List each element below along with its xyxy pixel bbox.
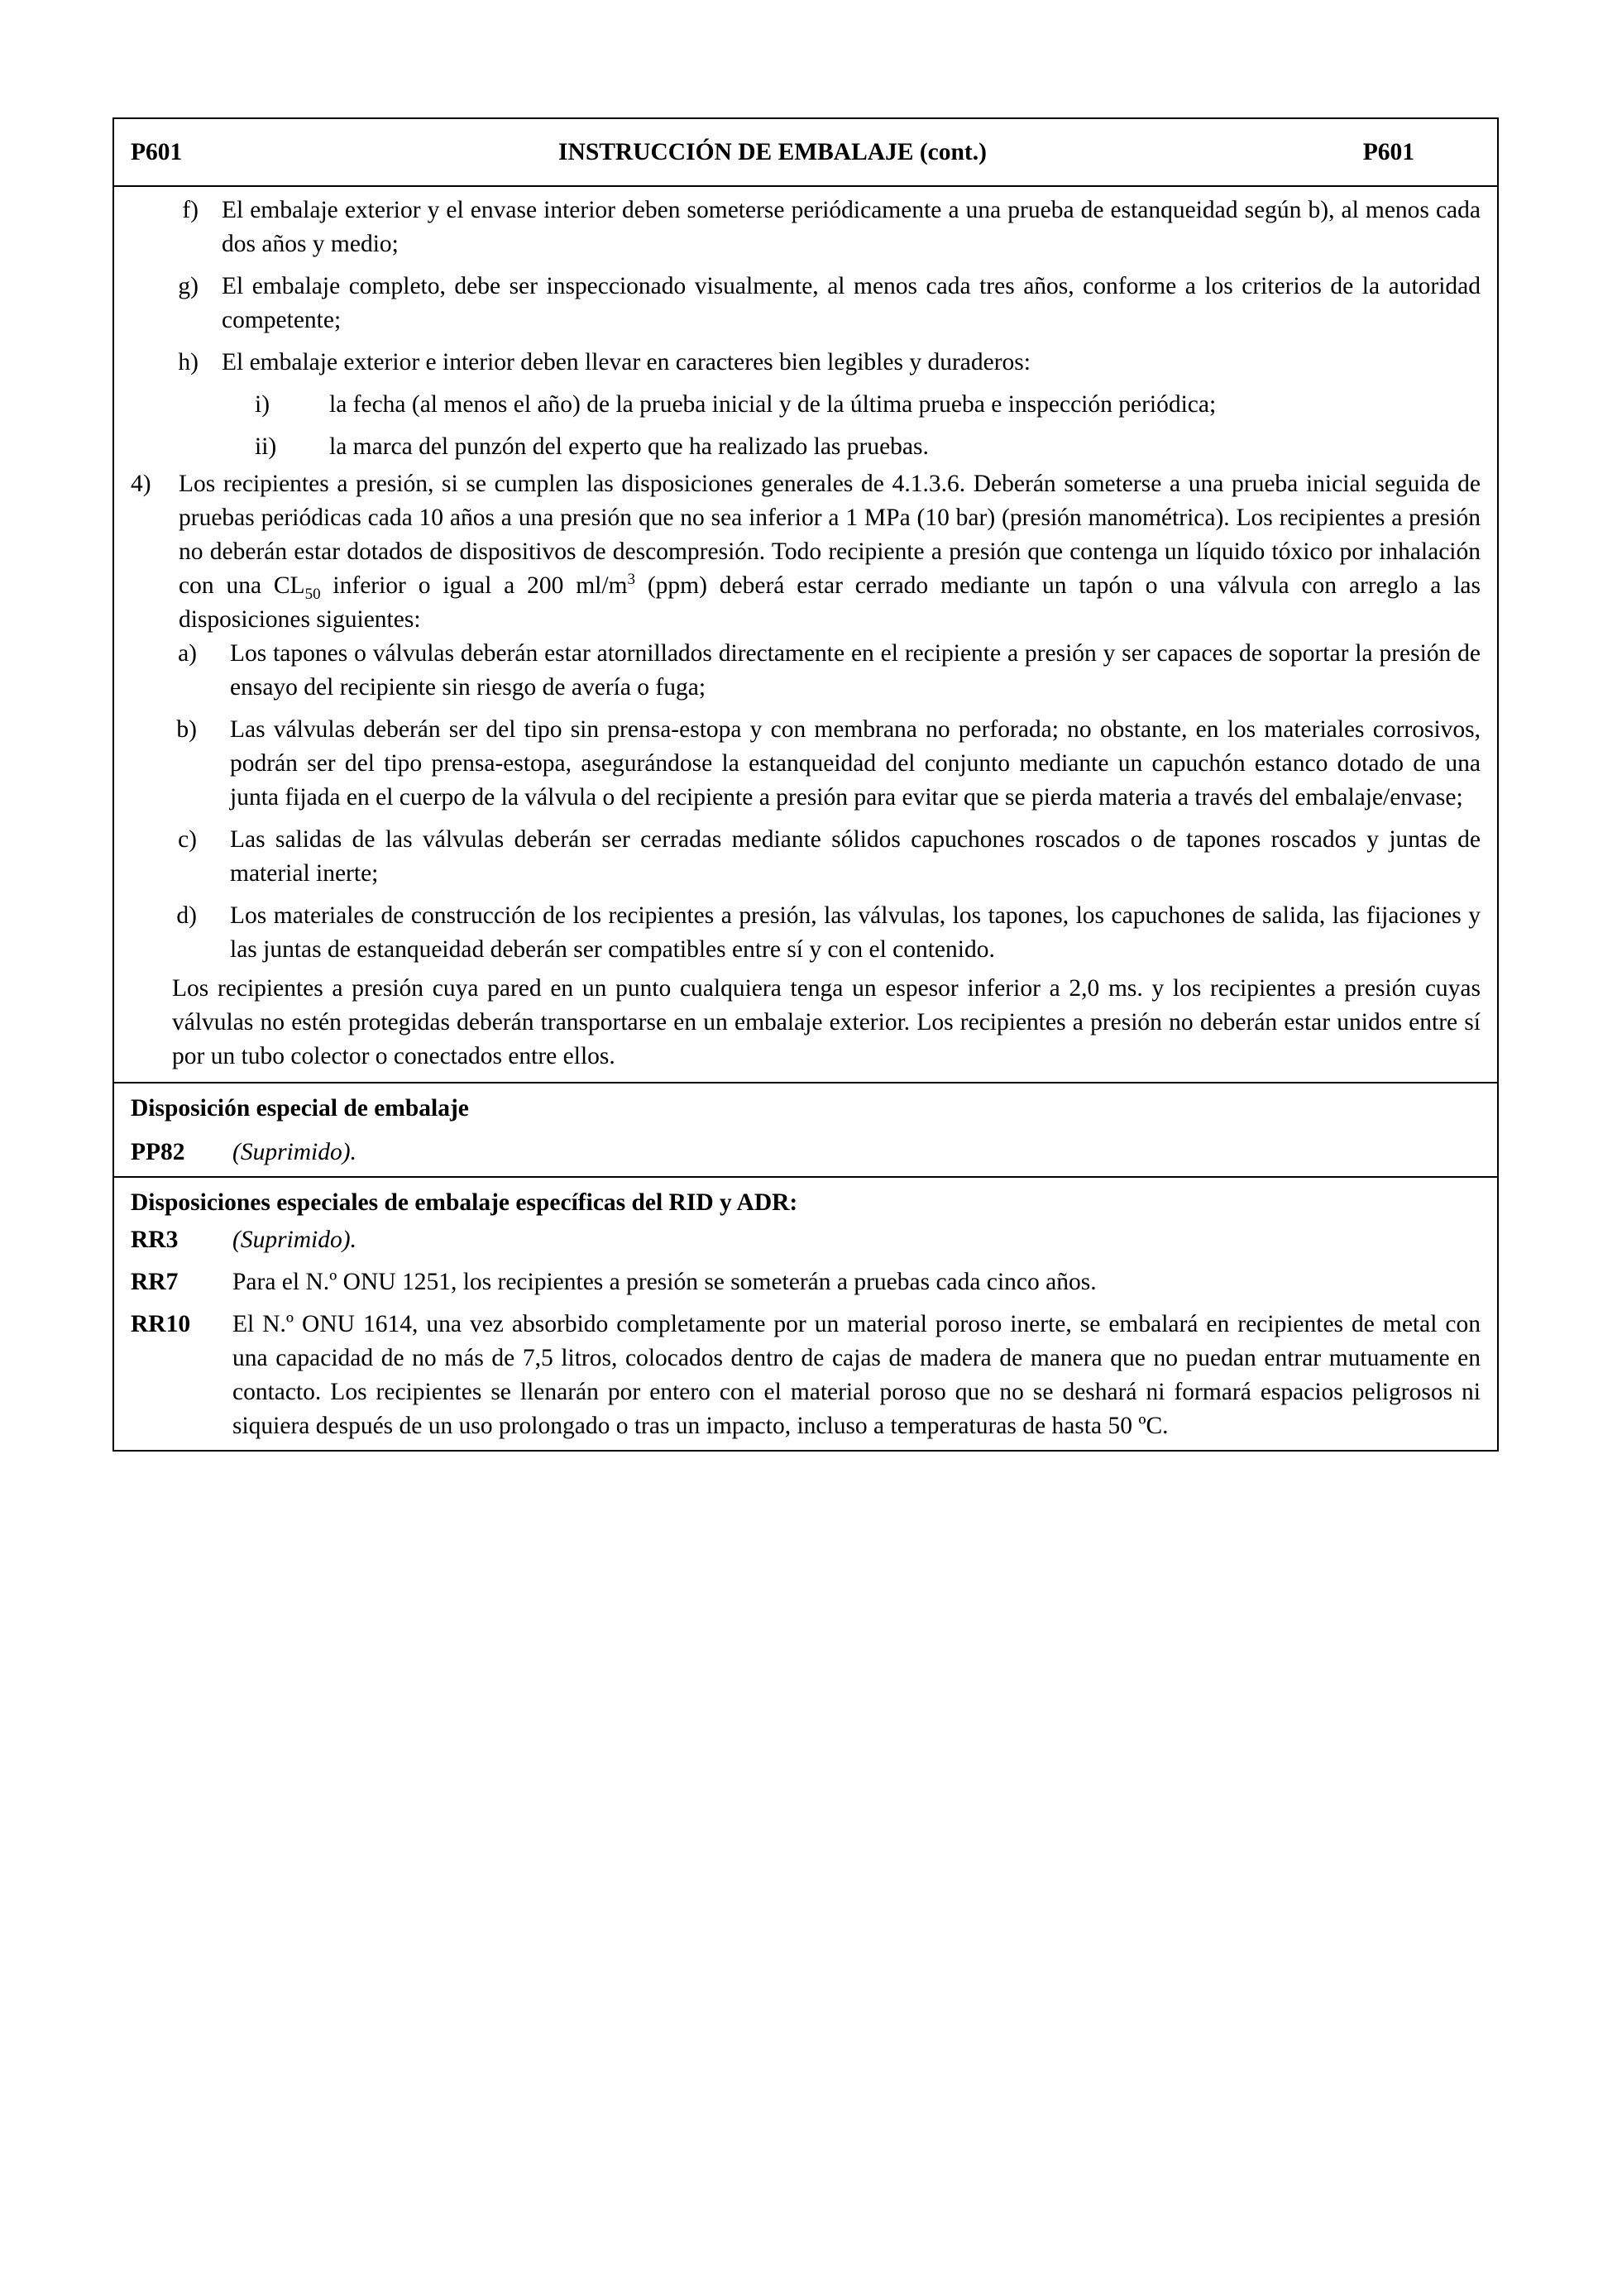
provision-code: RR7 (131, 1269, 179, 1295)
item-text-part: (ppm) deberá estar cerrado mediante un tapón o una válvula con arreglo a las disposiciones siguientes: (179, 572, 1481, 633)
item-label: f) (182, 197, 199, 223)
item-text: Los tapones o válvulas deberán estar atornillados directamente en el recipiente a presión y ser capaces de soportar la presión de ensayo del recipiente sin riesgo de avería o fuga; (230, 640, 1481, 701)
provision-text: Para el N.º ONU 1251, los recipientes a presión se someterán a pruebas cada cinco años. (232, 1269, 1097, 1295)
provision-text: (Suprimido). (232, 1227, 356, 1253)
item-text-part: inferior o igual a 200 ml/m (320, 572, 628, 599)
item-text: El embalaje exterior e interior deben llevar en caracteres bien legibles y duraderos: (222, 349, 1031, 375)
sub-list-item (131, 388, 1481, 422)
provision-code: RR10 (131, 1311, 191, 1337)
item-label: 4) (131, 471, 151, 497)
rid-adr-section (114, 1178, 1497, 1450)
item-text: El embalaje completo, debe ser inspeccionado visualmente, al menos cada tres años, conforme a los criterios de la autoridad competente; (222, 273, 1481, 333)
subscript: 50 (304, 585, 321, 603)
closing-paragraph: Los recipientes a presión cuya pared en un punto cualquiera tenga un espesor inferior a 2,0 ms. y los recipientes a presión cuyas válvulas no estén protegidas deberán transportarse en un embalaje exterior. Los recipientes a presión no deberán estar unidos entre sí por un tubo colector o conectados entre ellos. (172, 975, 1481, 1069)
provision-text: (Suprimido). (232, 1139, 356, 1165)
subitem-label: i) (255, 391, 270, 418)
item-label: c) (178, 826, 197, 853)
list-item (131, 713, 1481, 815)
item-text: Las válvulas deberán ser del tipo sin prensa-estopa y con membrana no perforada; no obstante, en los materiales corrosivos, podrán ser del tipo prensa-estopa, asegurándose la estanqueidad del conjunto mediante un capuchón estanco dotado de una junta fijada en el cuerpo de la válvula o del recipiente a presión para evitar que se pierda materia a través del embalaje/envase; (230, 716, 1481, 811)
table-header (114, 119, 1497, 187)
provision-code: RR3 (131, 1227, 179, 1253)
item-text: El embalaje exterior y el envase interior deben someterse periódicamente a una prueba de estanqueidad según b), al menos cada dos años y medio; (222, 197, 1481, 257)
special-provision-section (114, 1083, 1497, 1178)
item-label: g) (178, 273, 199, 299)
item-text: Los materiales de construcción de los recipientes a presión, las válvulas, los tapones, los capuchones de salida, las fijaciones y las juntas de estanqueidad deberán ser compatibles entre sí y con el contenido. (230, 902, 1481, 963)
subitem-label: ii) (255, 433, 277, 460)
list-item (131, 270, 1481, 337)
subitem-text: la fecha (al menos el año) de la prueba inicial y de la última prueba e inspección periódica; (329, 391, 1217, 418)
sub-list-item (131, 430, 1481, 464)
list-item (131, 823, 1481, 891)
instruction-code-left: P601 (131, 138, 183, 165)
list-item (131, 194, 1481, 261)
list-item (131, 899, 1481, 967)
list-item (131, 346, 1481, 380)
item-label: a) (178, 640, 197, 667)
list-item (131, 637, 1481, 705)
item-label: b) (176, 716, 197, 743)
item-label: h) (178, 349, 199, 375)
subitem-text: la marca del punzón del experto que ha realizado las pruebas. (329, 433, 929, 460)
instruction-body (114, 187, 1497, 1083)
item-text: Las salidas de las válvulas deberán ser cerradas mediante sólidos capuchones roscados o de tapones roscados y juntas de material inerte; (230, 826, 1481, 887)
item-label: d) (176, 902, 197, 929)
provision-row (131, 1136, 1481, 1170)
provision-text: El N.º ONU 1614, una vez absorbido completamente por un material poroso inerte, se embalará en recipientes de metal con una capacidad de no más de 7,5 litros, colocados dentro de cajas de madera de manera que no puedan entrar mutuamente en contacto. Los recipientes se llenarán por entero con el material poroso que no se deshará ni formará espacios peligrosos ni siquiera después de un uso prolongado o tras un impacto, incluso a temperaturas de hasta 50 ºC. (232, 1311, 1481, 1439)
item-text (179, 467, 1481, 637)
superscript: 3 (627, 571, 635, 589)
section-heading: Disposiciones especiales de embalaje específicas del RID y ADR: (131, 1189, 798, 1216)
provision-row (131, 1265, 1481, 1299)
provision-code: PP82 (131, 1139, 185, 1165)
provision-row (131, 1223, 1481, 1257)
packing-instruction-table (112, 117, 1499, 1452)
section-heading: Disposición especial de embalaje (131, 1095, 469, 1122)
provision-row (131, 1308, 1481, 1443)
instruction-code-right: P601 (1362, 138, 1414, 165)
instruction-title: INSTRUCCIÓN DE EMBALAJE (cont.) (558, 138, 987, 165)
list-item-4 (131, 467, 1481, 637)
item-text-part: Los recipientes a presión, si se cumplen las disposiciones generales de 4.1.3.6. Deberán someterse a una prueba inicial seguida de pruebas periódicas cada 10 años a una presión que no sea inferior a 1 MPa (10 bar) (presión manométrica). Los recipientes a presión no deberán estar dotados de dispositivos de descompresión. Todo recipiente a presión que contenga un líquido tóxico por inhalación con una CL (179, 471, 1481, 599)
